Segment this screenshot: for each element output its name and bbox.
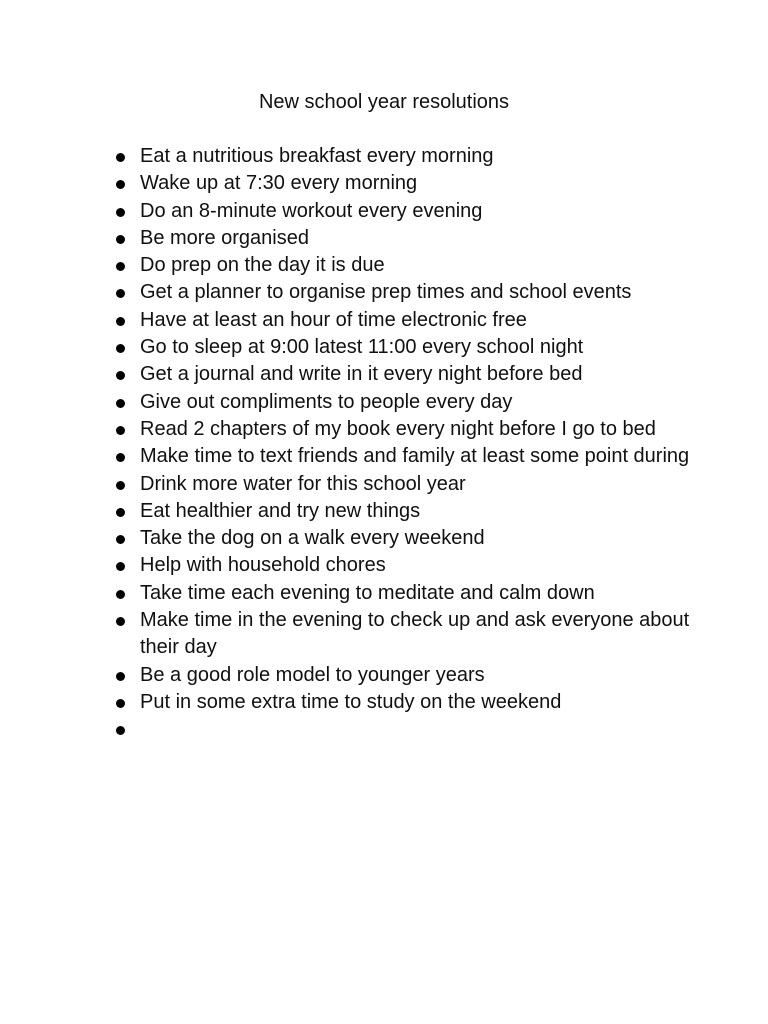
list-item xyxy=(110,662,690,689)
list-item-text: Do prep on the day it is due xyxy=(140,254,385,277)
list-item-text: Go to sleep at 9:00 latest 11:00 every school night xyxy=(140,336,584,359)
list-item-text: Put in some extra time to study on the weekend xyxy=(140,690,562,713)
bullet-icon xyxy=(116,699,125,708)
list-item xyxy=(110,389,690,416)
list-item-text: Take the dog on a walk every weekend xyxy=(140,527,485,550)
list-item xyxy=(110,525,690,552)
list-item-text: Be a good role model to younger years xyxy=(140,663,485,686)
list-item xyxy=(110,416,690,443)
list-item-text: Get a planner to organise prep times and school events xyxy=(140,281,632,304)
list-item xyxy=(110,225,690,252)
bullet-icon xyxy=(116,371,125,380)
list-item-text: Eat healthier and try new things xyxy=(140,499,421,522)
bullet-icon xyxy=(116,399,125,408)
list-item xyxy=(110,498,690,525)
bullet-icon xyxy=(116,180,125,189)
list-item-text: Drink more water for this school year xyxy=(140,472,466,495)
list-item-text: Do an 8-minute workout every evening xyxy=(140,199,483,222)
bullet-icon xyxy=(116,289,125,298)
list-item xyxy=(110,552,690,579)
list-item-text: Be more organised xyxy=(140,226,309,249)
bullet-icon xyxy=(116,453,125,462)
list-item-text: Help with household chores xyxy=(140,554,386,577)
bullet-icon xyxy=(116,481,125,490)
bullet-icon xyxy=(116,562,125,571)
list-item xyxy=(110,198,690,225)
bullet-icon xyxy=(116,672,125,681)
bullet-icon xyxy=(116,317,125,326)
list-item xyxy=(110,580,690,607)
bullet-icon xyxy=(116,590,125,599)
bullet-icon xyxy=(116,344,125,353)
list-item xyxy=(110,143,690,170)
bullet-icon xyxy=(116,153,125,162)
list-item-text: Wake up at 7:30 every morning xyxy=(140,172,418,195)
list-item xyxy=(110,471,690,498)
bullet-icon xyxy=(116,726,125,735)
list-item xyxy=(110,170,690,197)
list-item xyxy=(110,307,690,334)
list-item-text: Read 2 chapters of my book every night before I go to bed xyxy=(140,417,656,440)
bullet-icon xyxy=(116,262,125,271)
list-item-text xyxy=(140,716,690,743)
bullet-icon xyxy=(116,426,125,435)
list-item-text: Get a journal and write in it every night before bed xyxy=(140,363,583,386)
list-item xyxy=(110,689,690,716)
list-item-text: Make time in the evening to check up and ask everyone about their day xyxy=(140,609,690,659)
list-item xyxy=(110,252,690,279)
list-item xyxy=(110,279,690,306)
list-item xyxy=(110,361,690,388)
resolutions-list xyxy=(110,143,690,744)
bullet-icon xyxy=(116,235,125,244)
bullet-icon xyxy=(116,508,125,517)
bullet-icon xyxy=(116,208,125,217)
list-item-text: Have at least an hour of time electronic free xyxy=(140,308,527,331)
bullet-icon xyxy=(116,535,125,544)
list-item-text: Give out compliments to people every day xyxy=(140,390,513,413)
list-item-empty xyxy=(110,716,690,743)
list-item-text: Make time to text friends and family at least some point during xyxy=(140,445,690,468)
list-item-text: Eat a nutritious breakfast every morning xyxy=(140,145,494,167)
list-item-text: Take time each evening to meditate and calm down xyxy=(140,581,595,604)
list-item xyxy=(110,334,690,361)
list-item xyxy=(110,443,690,470)
list-item xyxy=(110,607,690,662)
document-title: New school year resolutions xyxy=(258,91,510,113)
bullet-icon xyxy=(116,617,125,626)
